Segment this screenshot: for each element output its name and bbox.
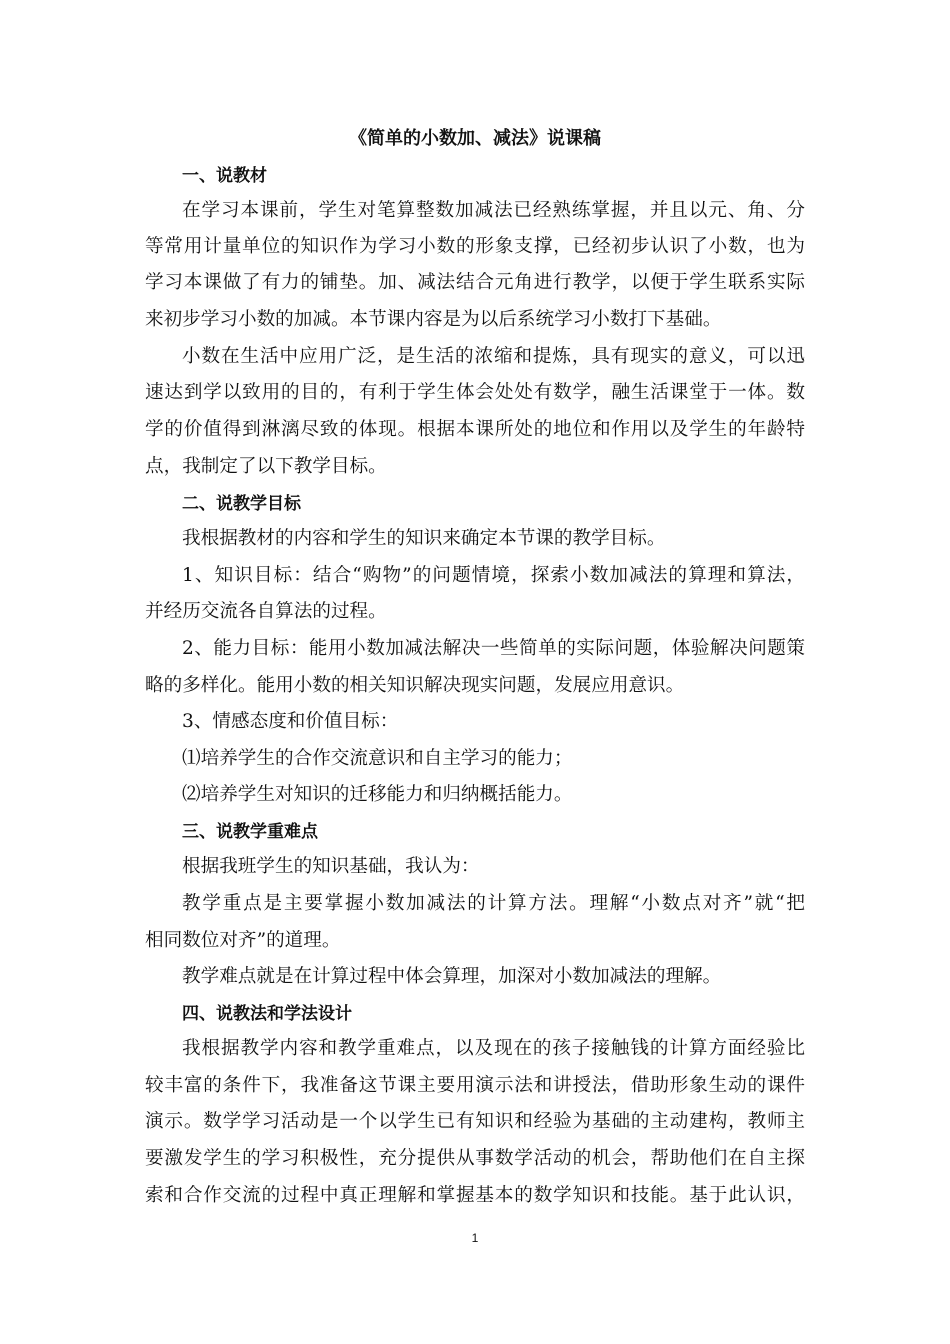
- paragraph-line: 演示。数学学习活动是一个以学生已有知识和经验为基础的主动建构，教师主: [145, 1111, 805, 1132]
- paragraph-line: 1、知识目标：结合“购物”的问题情境，探索小数加减法的算理和算法，: [182, 565, 805, 586]
- paragraph-line: 并经历交流各自算法的过程。: [145, 601, 387, 622]
- paragraph-line: 教学重点是主要掌握小数加减法的计算方法。理解“小数点对齐”就“把: [182, 893, 805, 914]
- paragraph-line: 略的多样化。能用小数的相关知识解决现实问题，发展应用意识。: [145, 675, 685, 696]
- paragraph-line: 速达到学以致用的目的，有利于学生体会处处有数学，融生活课堂于一体。数: [145, 382, 805, 403]
- paragraph-line: 在学习本课前，学生对笔算整数加减法已经熟练掌握，并且以元、角、分: [182, 200, 805, 221]
- paragraph-line: 教学难点就是在计算过程中体会算理，加深对小数加减法的理解。: [182, 966, 722, 987]
- paragraph-line: 等常用计量单位的知识作为学习小数的形象支撑，已经初步认识了小数，也为: [145, 236, 805, 257]
- paragraph-line: 根据我班学生的知识基础，我认为：: [182, 856, 480, 877]
- paragraph-line: 来初步学习小数的加减。本节课内容是为以后系统学习小数打下基础。: [145, 309, 722, 330]
- paragraph-line: 小数在生活中应用广泛，是生活的浓缩和提炼，具有现实的意义，可以迅: [182, 346, 805, 367]
- paragraph-line: 学的价值得到淋漓尽致的体现。根据本课所处的地位和作用以及学生的年龄特: [145, 419, 805, 440]
- paragraph-line: ⑵培养学生对知识的迁移能力和归纳概括能力。: [182, 784, 573, 805]
- page-number: 1: [471, 1231, 479, 1245]
- paragraph-line: 2、能力目标：能用小数加减法解决一些简单的实际问题，体验解决问题策: [182, 638, 805, 659]
- paragraph-line: 点，我制定了以下教学目标。: [145, 456, 387, 477]
- paragraph-line: 我根据教材的内容和学生的知识来确定本节课的教学目标。: [182, 528, 666, 549]
- section-heading-teaching-methods: 四、说教法和学法设计: [182, 1004, 352, 1024]
- section-heading-teaching-material: 一、说教材: [182, 166, 267, 186]
- paragraph-line: 学习本课做了有力的铺垫。加、减法结合元角进行教学，以便于学生联系实际: [145, 272, 805, 293]
- section-heading-teaching-goals: 二、说教学目标: [182, 494, 301, 514]
- paragraph-line: ⑴培养学生的合作交流意识和自主学习的能力；: [182, 748, 573, 769]
- paragraph-line: 较丰富的条件下，我准备这节课主要用演示法和讲授法，借助形象生动的课件: [145, 1075, 805, 1096]
- paragraph-line: 要激发学生的学习积极性，充分提供从事数学活动的机会，帮助他们在自主探: [145, 1148, 805, 1169]
- paragraph-line: 我根据教学内容和教学重难点，以及现在的孩子接触钱的计算方面经验比: [182, 1038, 805, 1059]
- document-title: 《简单的小数加、减法》说课稿: [349, 128, 601, 149]
- paragraph-line: 索和合作交流的过程中真正理解和掌握基本的数学知识和技能。基于此认识，: [145, 1185, 805, 1206]
- section-heading-key-points: 三、说教学重难点: [182, 822, 318, 842]
- paragraph-line: 3、情感态度和价值目标：: [182, 711, 399, 732]
- paragraph-line: 相同数位对齐”的道理。: [145, 930, 341, 951]
